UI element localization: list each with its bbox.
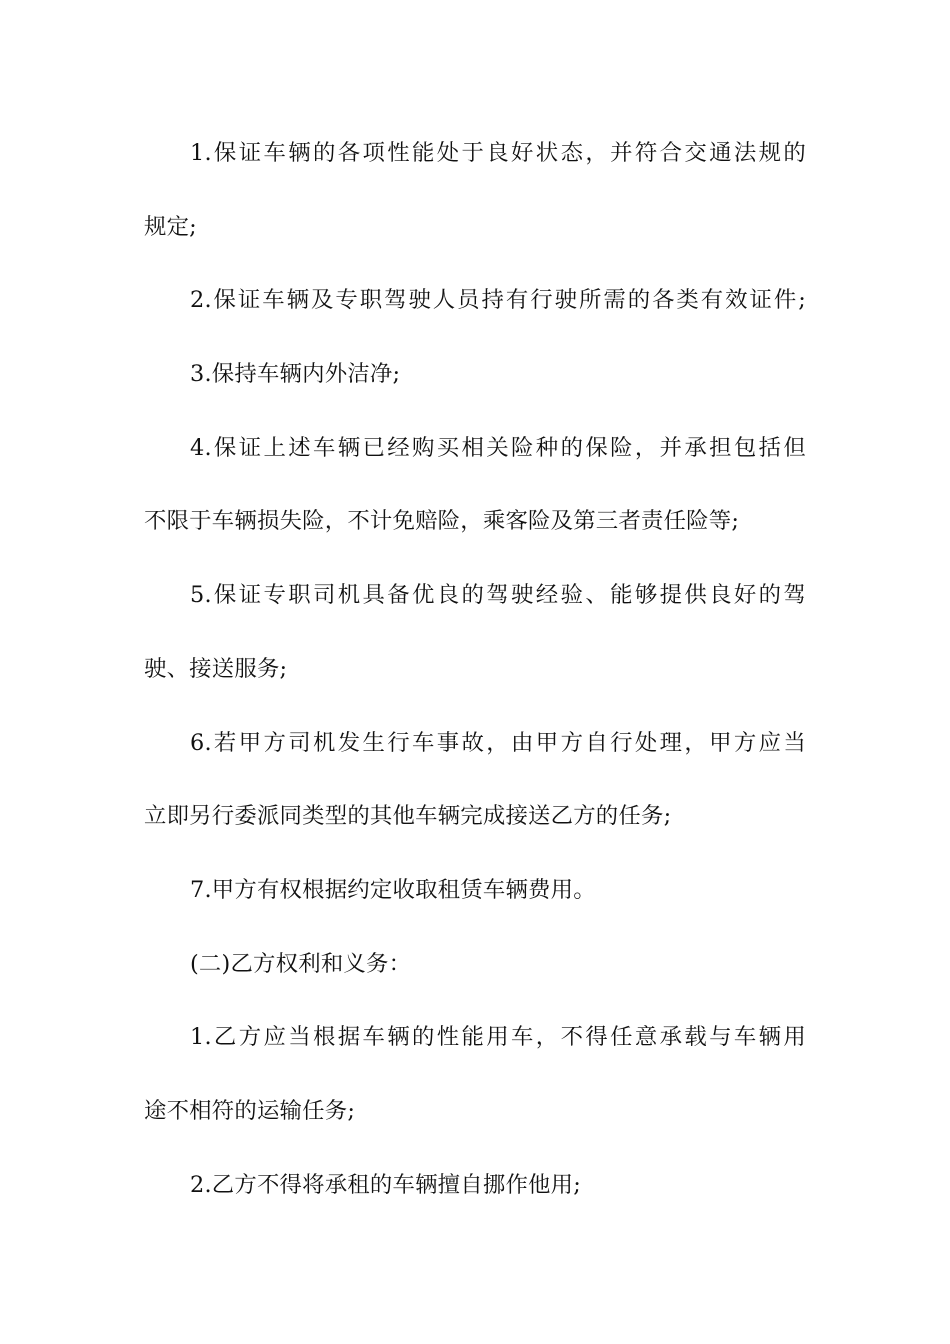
clause-line: 不限于车辆损失险，不计免赔险，乘客险及第三者责任险等; (144, 508, 740, 535)
clause-line: 驶、接送服务; (144, 655, 288, 682)
clause-line: 7.甲方有权根据约定收取租赁车辆费用。 (190, 876, 596, 903)
clause-line: 立即另行委派同类型的其他车辆完成接送乙方的任务; (144, 803, 672, 830)
clause-line: 3.保持车辆内外洁净; (190, 361, 401, 388)
clause-line: 2.乙方不得将承租的车辆擅自挪作他用; (190, 1171, 581, 1198)
clause-line: 1.乙方应当根据车辆的性能用车，不得任意承载与车辆用 (190, 1024, 806, 1051)
document-body (144, 131, 806, 1236)
section-heading: (二)乙方权利和义务： (190, 950, 412, 977)
clause-line: 1.保证车辆的各项性能处于良好状态，并符合交通法规的 (190, 140, 806, 166)
clause-line: 5.保证专职司机具备优良的驾驶经验、能够提供良好的驾 (190, 582, 806, 609)
clause-line: 6.若甲方司机发生行车事故，由甲方自行处理，甲方应当 (190, 729, 806, 756)
clause-line: 途不相符的运输任务; (144, 1097, 356, 1124)
clause-line: 2.保证车辆及专职驾驶人员持有行驶所需的各类有效证件; (190, 287, 806, 314)
clause-line: 规定; (144, 213, 197, 240)
clause-line: 4.保证上述车辆已经购买相关险种的保险，并承担包括但 (190, 434, 806, 461)
